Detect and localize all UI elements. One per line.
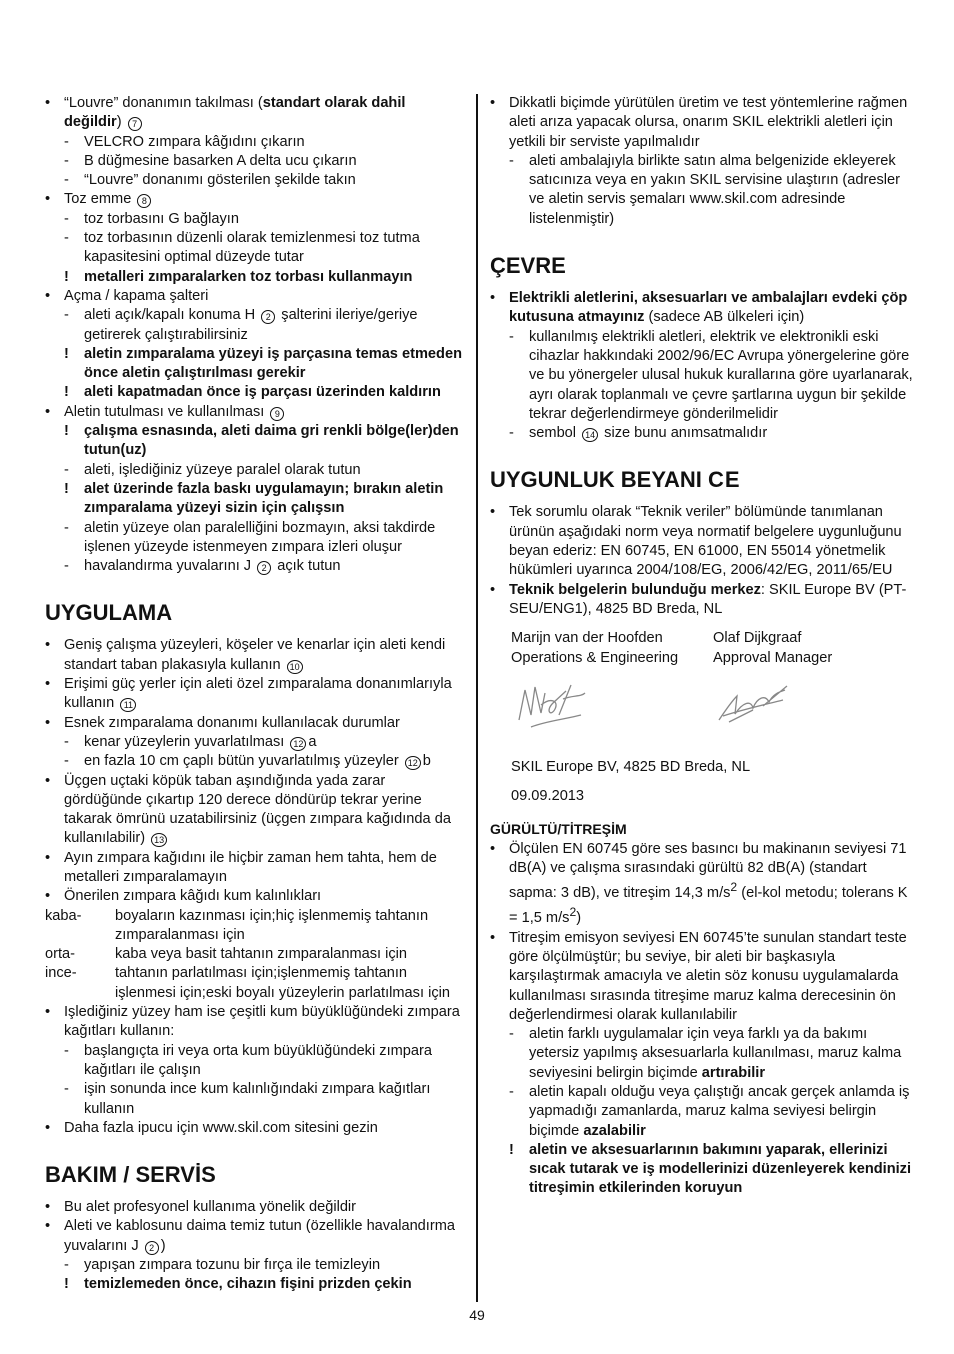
bullet-icon: •	[45, 849, 51, 866]
figure-ref-icon: 7	[128, 117, 142, 131]
text-run: şalterini ileriye/geriye getirerek çalıştırabilirsiniz	[84, 307, 418, 343]
signer-role: Operations & Engineering	[511, 649, 679, 666]
sub-item	[490, 1025, 915, 1083]
item-text: Bu alet profesyonel kullanıma yönelik değildir	[64, 1199, 357, 1216]
superscript: 2	[730, 880, 738, 895]
bullet-item	[45, 849, 465, 888]
bullet-icon: •	[45, 637, 51, 654]
text-run: “Louvre” donanımın takılması (	[64, 95, 263, 111]
text-run: sembol	[529, 425, 581, 442]
text-run: Üçgen uçtaki köpük taban aşındığında yada zarar gördüğünde çıkartıp 120 derece döndürüp tekrar yerine takarak ömrünü uzatabilirsiniz (üçgen zımpara kağıdında da kullanılabilir)	[64, 772, 451, 847]
bullet-icon: •	[45, 1119, 51, 1136]
warning-icon: !	[64, 423, 69, 440]
item-text: Ayın zımpara kağıdını ile hiçbir zaman hem tahta, hem de metalleri zımparalamayın	[64, 849, 437, 885]
text-run: Ölçülen EN 60745 göre ses basıncı bu makinanın seviyesi 71 dB(A) ve çalışma sırasındaki gürültü 82 dB(A) (standart sapma: 3 dB), ve titreşim 14,3 m/s	[509, 840, 907, 902]
bullet-item	[45, 1217, 465, 1256]
text-run: Erişimi güç yerler için aleti özel zımparalama donanımlarıyla kullanın	[64, 676, 452, 712]
bullet-item	[45, 190, 465, 209]
grit-label: ince-	[45, 965, 77, 982]
item-text: toz torbasını G bağlayın	[84, 210, 239, 227]
text-run: artırabilir	[701, 1064, 766, 1081]
bullet-item	[490, 929, 915, 1025]
warning-item	[45, 1275, 465, 1294]
item-text: aletin ve aksesuarlarının bakımını yaparak, ellerinizi sıcak tutarak ve iş modellerinizi düzenleyerek kendinizi titreşimin etkilerinden koruyun	[529, 1141, 912, 1197]
bullet-icon: •	[490, 95, 496, 111]
left-column	[45, 94, 465, 1295]
superscript: 2	[569, 905, 577, 920]
figure-ref-icon: 13	[151, 833, 167, 847]
warning-item	[45, 345, 465, 384]
text-run: aleti açık/kapalı konuma H	[84, 307, 260, 324]
grit-desc: tahtanın parlatılması için;işlenmemiş tahtanın işlenmesi için;eski boyalı yüzeylerin parlatılması için	[115, 965, 450, 1001]
warning-icon: !	[509, 1141, 514, 1158]
text-run: aletin kapalı olduğu veya çalıştığı ancak gerçek anlamda iş yapmadığı zamanlarda, maruz kalma seviyesi belirgin biçimde	[529, 1084, 910, 1139]
plain-text: 09.09.2013	[511, 788, 585, 805]
dash-icon: -	[64, 1042, 69, 1059]
bullet-item	[490, 94, 915, 152]
dash-icon: -	[64, 152, 69, 169]
bullet-item	[45, 772, 465, 849]
bullet-icon: •	[45, 191, 51, 208]
item-text: kullanılmış elektrikli aletleri, elektrik ve elektronikli eski cihazlar hakkındaki 2002/96/EC Avrupa yönergelerine göre ve bu yönergeler ulusal hukuk kurallarına göre uyarlanarak, ayrı olarak toplanmalı ve çevre şartlarına uygun bir şekilde tekrar değerlendirmeye gönderilmelidir	[529, 328, 913, 422]
bullet-icon: •	[45, 676, 51, 693]
item-text: aletin zımparalama yüzeyi iş parçasına temas etmeden önce aletin çalıştırılması gerekir	[84, 345, 462, 382]
item-text: yapışan zımpara tozunu bir fırça ile temizleyin	[84, 1257, 381, 1274]
text-run: Elektrikli aletlerini, aksesuarları ve ambalajları evdeki çöp kutusuna atmayınız	[509, 290, 908, 326]
signature-block	[490, 629, 915, 748]
sub-item	[45, 1042, 465, 1081]
warning-item	[45, 383, 465, 402]
text-run: Aletin tutulması ve kullanılması	[64, 403, 269, 420]
grit-row	[45, 907, 465, 946]
figure-ref-icon: 14	[582, 428, 598, 442]
item-text: Açma / kapama şalteri	[64, 287, 209, 304]
grit-row	[45, 945, 465, 964]
bullet-icon: •	[45, 1199, 51, 1216]
signer	[511, 629, 713, 668]
figure-ref-icon: 2	[257, 561, 271, 575]
warning-item	[45, 422, 465, 461]
dash-icon: -	[509, 328, 514, 345]
section-heading-text: BAKIM / SERVİS	[45, 1162, 216, 1188]
bullet-icon: •	[45, 714, 51, 731]
section-heading-text: UYGUNLUK BEYANI	[490, 467, 702, 493]
dash-icon: -	[64, 733, 69, 750]
signature-1-image	[511, 675, 713, 741]
bullet-item	[45, 94, 465, 133]
sub-item	[490, 1083, 915, 1141]
dash-icon: -	[64, 753, 69, 770]
text-run: (sadece AB ülkeleri için)	[644, 309, 805, 326]
item-text: temizlemeden önce, cihazın fişini prizden çekin	[84, 1276, 412, 1293]
item-text: Tek sorumlu olarak “Teknik veriler” bölümünde tanımlanan ürünün aşağıdaki norm veya normatif belgelere uygunluğunu beyan ederiz: EN 60745, EN 61000, EN 55014 yönetmelik hükümleri uyarınca 2004/108/EG, 2006/42/EG, 2011/65/EU	[509, 504, 902, 579]
sub-item	[45, 171, 465, 190]
bullet-icon: •	[490, 581, 496, 598]
sub-item	[45, 152, 465, 171]
figure-ref-icon: 2	[261, 310, 275, 324]
item-text: “Louvre” donanımı gösterilen şekilde takın	[84, 172, 356, 189]
item-text: aleti ambalajıyla birlikte satın alma belgenizide ekleyerek satıcınıza veya en yakın SKIL servisine ulaştırın (adresler ve aletin servis şemaları www.skil.com adresinde listelenmiştir)	[529, 152, 900, 227]
sub-item	[45, 1080, 465, 1119]
section-heading	[490, 253, 915, 279]
figure-ref-icon: 12	[405, 756, 421, 770]
text-run: )	[116, 114, 126, 131]
text-run: a	[308, 733, 317, 750]
sub-item	[45, 752, 465, 771]
warning-icon: !	[64, 1276, 69, 1293]
sub-item	[45, 306, 465, 345]
figure-ref-icon: 8	[137, 194, 151, 208]
section-heading	[45, 600, 465, 626]
text-run: açık tutun	[273, 558, 341, 575]
warning-icon: !	[64, 268, 69, 285]
bullet-item	[45, 636, 465, 675]
sub-item	[45, 461, 465, 480]
warning-icon: !	[64, 345, 69, 362]
plain-text: SKIL Europe BV, 4825 BD Breda, NL	[511, 758, 751, 775]
item-text: aleti kapatmadan önce iş parçası üzerinden kaldırın	[84, 384, 441, 401]
dash-icon: -	[64, 230, 69, 247]
signature-2-image	[713, 680, 915, 736]
bullet-item	[45, 1003, 465, 1042]
dash-icon: -	[64, 519, 69, 536]
bullet-item	[45, 287, 465, 306]
bullet-item	[45, 403, 465, 422]
sub-item	[45, 519, 465, 558]
sub-item	[45, 1256, 465, 1275]
dash-icon: -	[64, 133, 69, 150]
sub-item	[490, 424, 915, 443]
sub-item	[490, 152, 915, 229]
item-text: toz torbasının düzenli olarak temizlenmesi toz tutma kapasitesini optimal düzeyde tutar	[84, 230, 420, 266]
grit-label: orta-	[45, 946, 76, 963]
bullet-icon: •	[45, 287, 51, 304]
sub-item	[45, 733, 465, 752]
bullet-icon: •	[490, 290, 496, 307]
text-run: (el-kol metodu; tolerans K = 1,5 m/s	[509, 885, 908, 927]
warning-item	[490, 1141, 915, 1199]
item-text: çalışma esnasında, aleti daima gri renkli bölge(ler)den tutun(uz)	[84, 423, 459, 459]
bullet-icon: •	[45, 95, 51, 111]
page-number: 49	[469, 1307, 485, 1323]
item-text: VELCRO zımpara kâğıdını çıkarın	[84, 133, 305, 150]
dash-icon: -	[64, 461, 69, 478]
signer-name: Olaf Dijkgraaf	[713, 630, 802, 647]
text-run: b	[422, 753, 431, 770]
section-heading	[490, 467, 915, 493]
item-text: Önerilen zımpara kâğıdı kum kalınlıkları	[64, 888, 322, 905]
sub-item	[45, 557, 465, 576]
bullet-item	[45, 887, 465, 906]
figure-ref-icon: 2	[145, 1241, 159, 1255]
warning-icon: !	[64, 384, 69, 401]
dash-icon: -	[509, 152, 514, 169]
item-text: Dikkatli biçimde yürütülen üretim ve test yöntemlerine rağmen aleti arıza yapacak olursa, onarım SKIL elektrikli aletleri için yetkili bir serviste yapılmalıdır	[509, 95, 908, 150]
grit-row	[45, 964, 465, 1003]
signer-names	[511, 629, 915, 668]
dash-icon: -	[64, 307, 69, 324]
signatures	[511, 668, 915, 748]
text-run: )	[160, 1237, 166, 1254]
bullet-item	[490, 581, 915, 620]
item-text: Daha fazla ipucu için www.skil.com sitesini gezin	[64, 1119, 378, 1136]
dash-icon: -	[64, 558, 69, 575]
ce-mark-icon: CE	[708, 467, 741, 493]
text-run: kenar yüzeylerin yuvarlatılması	[84, 733, 289, 750]
item-text: Esnek zımparalama donanımı kullanılacak durumlar	[64, 714, 400, 731]
item-text: aletin yüzeye olan paralelliğini bozmayın, aksi takdirde işlenen yüzeyde istenmeyen zımpara izleri oluşur	[84, 519, 436, 555]
dash-icon: -	[64, 1081, 69, 1098]
bullet-item	[45, 1198, 465, 1217]
dash-icon: -	[509, 425, 514, 442]
bullet-icon: •	[45, 888, 51, 905]
text-run: Aleti ve kablosunu daima temiz tutun (özellikle havalandırma yuvalarını J	[64, 1218, 455, 1254]
bullet-icon: •	[45, 1218, 51, 1235]
bullet-item	[45, 675, 465, 714]
warning-item	[45, 480, 465, 519]
figure-ref-icon: 10	[287, 660, 303, 674]
text-run: Teknik belgelerin bulunduğu merkez	[509, 581, 761, 598]
right-column	[490, 94, 915, 1199]
warning-icon: !	[64, 480, 69, 497]
text-run: Toz emme	[64, 191, 136, 208]
dash-icon: -	[64, 172, 69, 189]
bullet-icon: •	[45, 1004, 51, 1021]
text-run: standart olarak dahil değildir	[64, 95, 406, 131]
sub-item	[45, 229, 465, 268]
bullet-icon: •	[490, 504, 496, 521]
item-text: Titreşim emisyon seviyesi EN 60745’te sunulan standart teste göre ölçülmüştür; bu seviye, bir aleti bir başkasıyla karşılaştırmak amacıyla ve aletin söz konusu uygulamalarda kullanılması sırasında titreşime maruz kalma derecesinin ön değerlendirmesi olarak kullanılabilir	[509, 929, 907, 1023]
item-text: metalleri zımparalarken toz torbası kullanmayın	[84, 268, 413, 285]
sub-item	[45, 210, 465, 229]
dash-icon: -	[509, 1084, 514, 1100]
text-run: size bunu anımsatmalıdır	[600, 425, 768, 442]
subsection-heading: GÜRÜLTÜ/TİTREŞİM	[490, 821, 627, 838]
text-run: Geniş çalışma yüzeyleri, köşeler ve kenarlar için aleti kendi standart taban plakasıyla kullanın	[64, 637, 446, 673]
bullet-icon: •	[45, 403, 51, 420]
dash-icon: -	[509, 1026, 514, 1043]
bullet-item	[490, 503, 915, 580]
bullet-item	[490, 289, 915, 328]
figure-ref-icon: 11	[120, 698, 136, 712]
bullet-icon: •	[45, 772, 51, 789]
bullet-item	[45, 1119, 465, 1138]
figure-ref-icon: 12	[290, 737, 306, 751]
item-text: B düğmesine basarken A delta ucu çıkarın	[84, 152, 357, 169]
item-text: başlangıçta iri veya orta kum büyüklüğündeki zımpara kağıtları ile çalışın	[84, 1042, 432, 1078]
signer	[713, 629, 915, 668]
figure-ref-icon: 9	[270, 407, 284, 421]
item-text: aleti, işlediğiniz yüzeye paralel olarak tutun	[84, 461, 361, 478]
grit-desc: boyaların kazınması için;hiç işlenmemiş tahtanın zımparalanması için	[115, 907, 429, 943]
bullet-icon: •	[490, 840, 496, 857]
text-run: havalandırma yuvalarını J	[84, 558, 256, 575]
grit-desc: kaba veya basit tahtanın zımparalanması için	[115, 946, 408, 963]
bullet-item	[490, 840, 915, 929]
text-run: )	[576, 910, 582, 927]
item-text: Işlediğiniz yüzey ham ise çeşitli kum büyüklüğündeki zımpara kağıtları kullanın:	[64, 1004, 460, 1040]
text-run: en fazla 10 cm çaplı bütün yuvarlatılmış yüzeyler	[84, 753, 403, 770]
section-heading	[45, 1162, 465, 1188]
text-run: : SKIL Europe BV (PT-SEU/ENG1), 4825 BD Breda, NL	[509, 581, 907, 617]
grit-label: kaba-	[45, 907, 82, 924]
text-run: azalabilir	[583, 1122, 646, 1139]
bullet-item	[45, 714, 465, 733]
section-heading-text: ÇEVRE	[490, 253, 566, 279]
dash-icon: -	[64, 210, 69, 227]
item-text: alet üzerinde fazla baskı uygulamayın; bırakın aletin zımparalama yüzeyi sizin için çalışsın	[84, 480, 444, 517]
bullet-icon: •	[490, 929, 496, 946]
signer-role: Approval Manager	[713, 649, 833, 666]
section-heading-text: UYGULAMA	[45, 600, 173, 626]
sub-item	[490, 328, 915, 424]
text-run: aletin farklı uygulamalar için veya farklı ya da bakımı yetersiz yapılmış aksesuarlarla kullanılması, maruz kalma seviyesini belirgin biçimde	[529, 1026, 902, 1081]
column-divider	[476, 94, 478, 1302]
warning-item	[45, 268, 465, 287]
item-text: işin sonunda ince kum kalınlığındaki zımpara kağıtları kullanın	[84, 1081, 431, 1117]
signer-name: Marijn van der Hoofden	[511, 630, 663, 647]
dash-icon: -	[64, 1257, 69, 1274]
sub-item	[45, 133, 465, 152]
